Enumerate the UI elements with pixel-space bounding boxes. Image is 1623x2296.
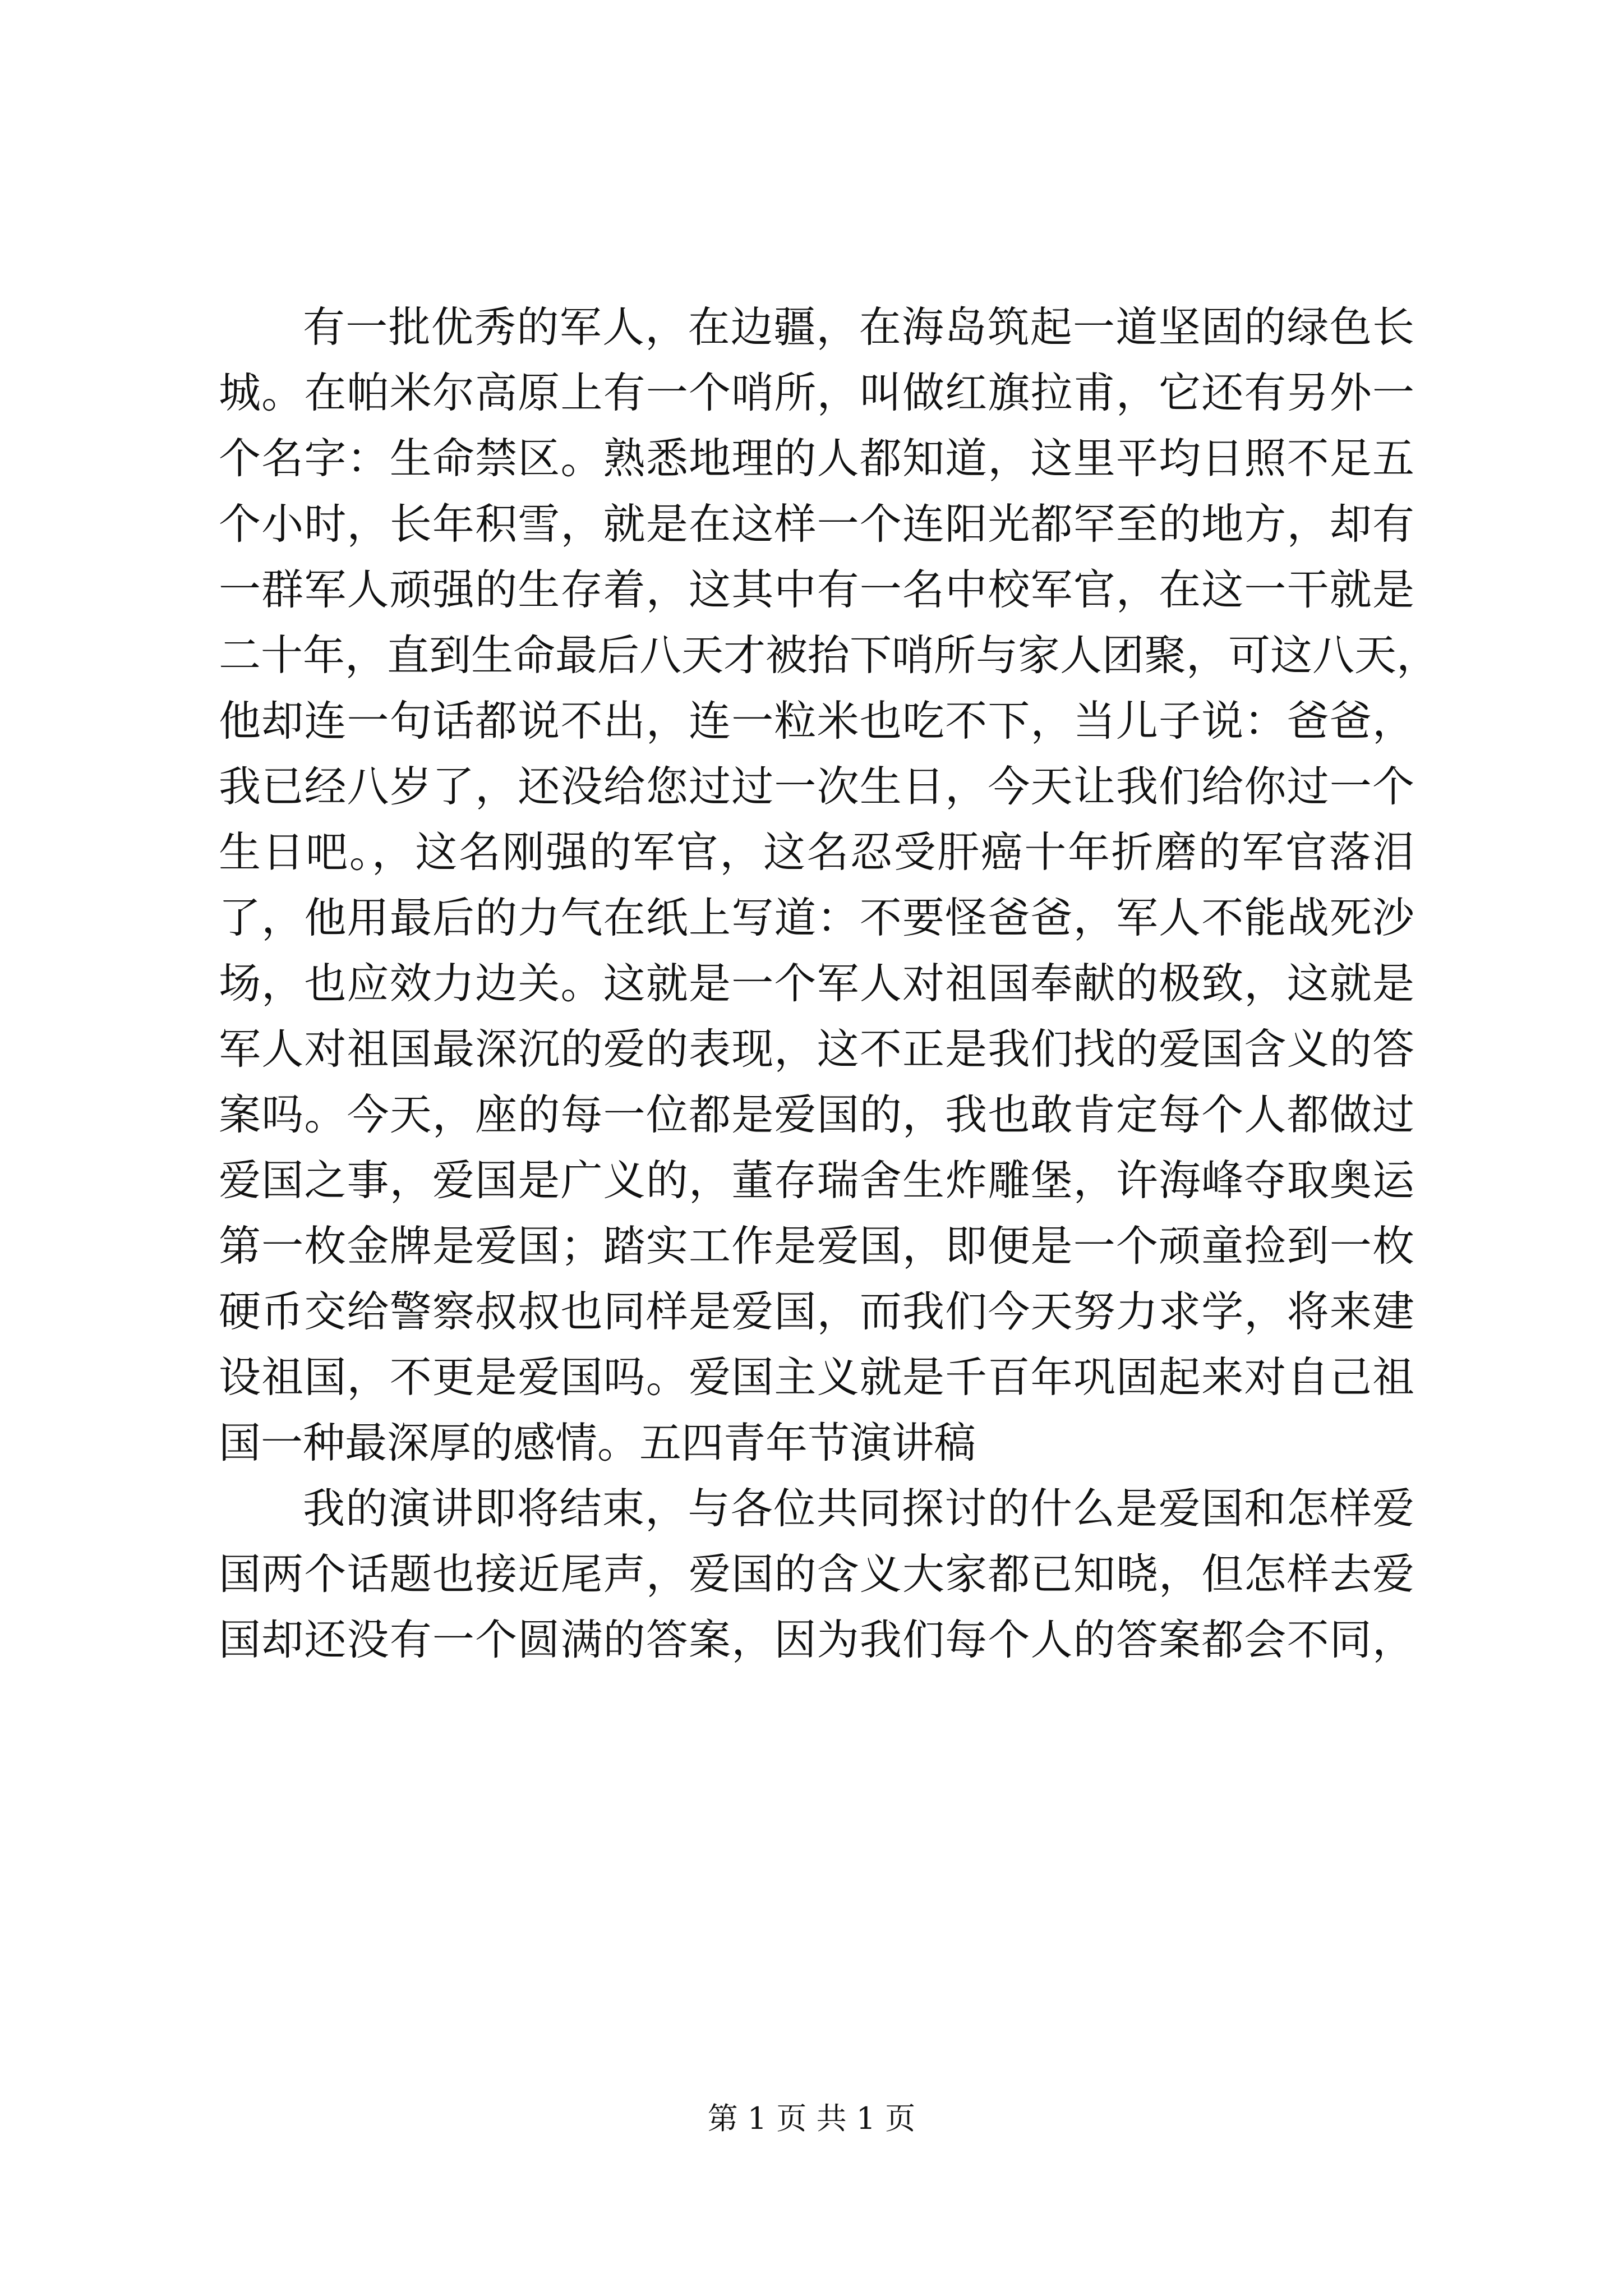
page-number-label: 第 1 页 共 1 页	[707, 2101, 916, 2136]
paragraph-1-line: 了，他用最后的力气在纸上写道：不要怪爸爸，军人不能战死沙	[219, 893, 1414, 942]
paragraph-2-line: 我的演讲即将结束，与各位共同探讨的什么是爱国和怎样爱	[303, 1484, 1414, 1533]
paragraph-1-line: 硬币交给警察叔叔也同样是爱国，而我们今天努力求学，将来建	[219, 1287, 1414, 1336]
paragraph-1-line: 我已经八岁了，还没给您过过一次生日，今天让我们给你过一个	[219, 762, 1414, 811]
body-text	[219, 295, 1439, 1673]
paragraph-1-line: 第一枚金牌是爱国；踏实工作是爱国，即便是一个顽童捡到一枚	[219, 1221, 1414, 1271]
paragraph-1-line: 国一种最深厚的感情。五四青年节演讲稿	[219, 1418, 976, 1467]
paragraph-1-line: 城。在帕米尔高原上有一个哨所，叫做红旗拉甫，它还有另外一	[219, 368, 1414, 417]
paragraph-1-line: 场，也应效力边关。这就是一个军人对祖国奉献的极致，这就是	[219, 959, 1414, 1008]
paragraph-1-line: 个名字：生命禁区。熟悉地理的人都知道，这里平均日照不足五	[219, 434, 1414, 483]
page-footer	[0, 2099, 1623, 2138]
paragraph-1-line: 爱国之事，爱国是广义的，董存瑞舍生炸雕堡，许海峰夺取奥运	[219, 1156, 1414, 1205]
paragraph-1-line: 设祖国，不更是爱国吗。爱国主义就是千百年巩固起来对自己祖	[219, 1352, 1414, 1402]
paragraph-1-line: 他却连一句话都说不出，连一粒米也吃不下，当儿子说：爸爸，	[219, 696, 1414, 746]
paragraph-1-line: 二十年，直到生命最后八天才被抬下哨所与家人团聚，可这八天，	[219, 631, 1439, 680]
paragraph-1-line: 个小时，长年积雪，就是在这样一个连阳光都罕至的地方，却有	[219, 499, 1414, 549]
paragraph-1-line: 军人对祖国最深沉的爱的表现，这不正是我们找的爱国含义的答	[219, 1024, 1414, 1074]
paragraph-1-line: 一群军人顽强的生存着，这其中有一名中校军官，在这一干就是	[219, 565, 1414, 614]
paragraph-1-line: 有一批优秀的军人，在边疆，在海岛筑起一道坚固的绿色长	[303, 302, 1414, 352]
paragraph-2-line: 国两个话题也接近尾声，爱国的含义大家都已知晓，但怎样去爱	[219, 1549, 1414, 1599]
paragraph-1-line: 案吗。今天，座的每一位都是爱国的，我也敢肯定每个人都做过	[219, 1090, 1414, 1139]
paragraph-2-line: 国却还没有一个圆满的答案，因为我们每个人的答案都会不同，	[219, 1615, 1414, 1664]
paragraph-1-line: 生日吧。，这名刚强的军官，这名忍受肝癌十年折磨的军官落泪	[219, 827, 1414, 877]
